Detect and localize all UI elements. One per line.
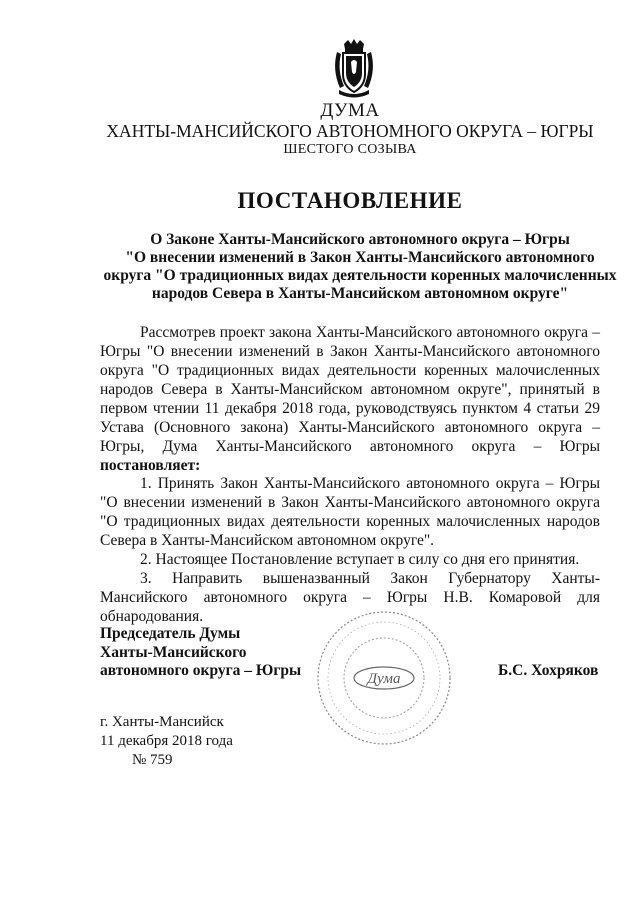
resolution-item: 3. Направить вышеназванный Закон Губернатору Ханты-Мансийского автономного округа – Югры Н.В. Комаровой для обнародования. — [100, 570, 600, 625]
resolution-items — [100, 474, 600, 626]
official-stamp — [312, 606, 456, 750]
signatory-name: Б.С. Хохряков — [498, 662, 599, 679]
preamble-text: Рассмотрев проект закона Ханты-Мансийского автономного округа – Югры "О внесении изменений в Закон Ханты-Мансийского автономного округа "О традиционных видах деятельности коренных малочисленных народов Севера в Ханты-Мансийском автономном округе", принятый в первом чтении 11 декабря 2018 года, руководствуясь пунктом 4 статьи 29 Устава (Основного закона) Ханты-Мансийского автономного округа – Югры, Дума Ханты-Мансийского автономного округа – Югры — [100, 324, 600, 455]
convocation: ШЕСТОГО СОЗЫВА — [283, 142, 417, 157]
document-subject — [90, 231, 630, 303]
position-line: Председатель Думы — [100, 625, 241, 642]
date-of-issue: 11 декабря 2018 года — [100, 733, 233, 749]
stamp-text: Дума — [367, 671, 401, 687]
place-of-issue: г. Ханты-Мансийск — [100, 714, 224, 730]
document-number: № 759 — [132, 752, 173, 768]
signatory-position — [100, 625, 301, 681]
document-type-title: ПОСТАНОВЛЕНИЕ — [237, 188, 463, 213]
region-name: ХАНТЫ-МАНСИЙСКОГО АВТОНОМНОГО ОКРУГА – ЮГРЫ — [106, 121, 594, 141]
resolution-item: 1. Принять Закон Ханты-Мансийского автономного округа – Югры "О внесении изменений в Закон Ханты-Мансийского автономного округа "О традиционных видах деятельности коренных малочисленных народов Севера в Ханты-Мансийском автономном округе". — [100, 475, 600, 549]
subject-line: "О внесении изменений в Закон Ханты-Мансийского автономного — [125, 249, 595, 266]
institution-name: ДУМА — [320, 100, 380, 121]
resolution-item: 2. Настоящее Постановление вступает в силу со дня его принятия. — [140, 551, 580, 568]
position-line: Ханты-Мансийского — [100, 643, 247, 661]
document-footer — [100, 713, 233, 770]
preamble-keyword: постановляет: — [100, 457, 201, 474]
coat-of-arms-emblem — [331, 38, 377, 100]
subject-line: округа "О традиционных видах деятельности коренных малочисленных — [103, 267, 617, 284]
subject-line: народов Севера в Ханты-Мансийском автономном округе" — [151, 285, 569, 302]
subject-line: О Законе Ханты-Мансийского автономного округа – Югры — [150, 231, 570, 248]
preamble-paragraph — [100, 323, 600, 475]
position-line: автономного округа – Югры — [100, 662, 302, 679]
